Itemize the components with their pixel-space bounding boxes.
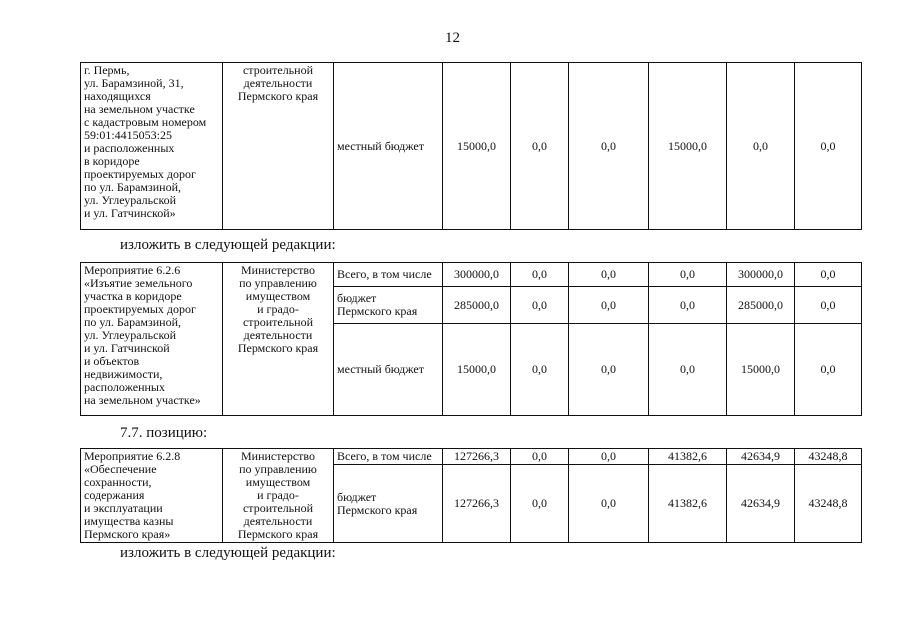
- executor-cell: [223, 63, 334, 230]
- value-cell: 15000,0: [649, 63, 727, 230]
- value-cell: 0,0: [511, 449, 569, 465]
- value-cell: 0,0: [795, 324, 862, 416]
- value-cell: 0,0: [569, 263, 649, 287]
- event-line: сохранности,: [84, 475, 152, 489]
- event-line: и эксплуатации: [84, 501, 163, 515]
- event-line: находящихся: [84, 89, 151, 103]
- funding-source-line: бюджет: [337, 489, 377, 504]
- event-line: Мероприятие 6.2.6: [84, 263, 181, 277]
- note-replace-1: изложить в следующей редакции:: [120, 237, 336, 253]
- value-cell: 15000,0: [727, 324, 795, 416]
- event-line: г. Пермь,: [84, 63, 130, 77]
- event-line: проектируемых дорог: [84, 167, 196, 181]
- executor-line: Пермского края: [237, 527, 319, 541]
- executor-line: имуществом: [245, 475, 311, 489]
- event-line: по ул. Барамзиной,: [84, 180, 182, 194]
- value-cell: 0,0: [727, 63, 795, 230]
- event-line: проектируемых дорог: [84, 302, 196, 316]
- value-cell: 43248,8: [795, 449, 862, 465]
- executor-line: по управлению: [239, 276, 317, 290]
- funding-source-cell: [334, 263, 443, 287]
- event-line: 59:01:4415053:25: [84, 128, 173, 142]
- executor-line: по управлению: [239, 462, 317, 476]
- event-line: «Изъятие земельного: [84, 276, 193, 290]
- event-line: содержания: [84, 488, 145, 502]
- value-cell: 41382,6: [649, 449, 727, 465]
- note-replace-2: изложить в следующей редакции:: [120, 545, 336, 561]
- event-line: имущества казны: [84, 514, 174, 528]
- value-cell: 0,0: [795, 63, 862, 230]
- table-event-628: [80, 448, 862, 543]
- funding-source-cell: [334, 324, 443, 416]
- event-line: на земельном участке»: [84, 393, 201, 407]
- funding-source-cell: местный бюджет: [334, 63, 443, 230]
- event-line: по ул. Барамзиной,: [84, 315, 182, 329]
- value-cell: 0,0: [511, 263, 569, 287]
- event-line: Мероприятие 6.2.8: [84, 449, 181, 463]
- funding-source-line: Всего, в том числе: [337, 449, 432, 463]
- value-cell: 42634,9: [727, 449, 795, 465]
- executor-line: Министерство: [241, 449, 315, 463]
- event-line: недвижимости,: [84, 367, 163, 381]
- value-cell: 0,0: [649, 324, 727, 416]
- event-line: ул. Углеуральской: [84, 328, 177, 342]
- table-previous-position-continuation: [80, 62, 862, 230]
- event-cell: [81, 449, 223, 543]
- event-line: участка в коридоре: [84, 289, 182, 303]
- executor-line: Пермского края: [237, 89, 319, 103]
- executor-line: строительной: [242, 315, 313, 329]
- value-cell: 300000,0: [443, 263, 511, 287]
- value-cell: 0,0: [569, 324, 649, 416]
- executor-line: Министерство: [241, 263, 315, 277]
- value-cell: 0,0: [569, 465, 649, 543]
- event-line: в коридоре: [84, 154, 140, 168]
- value-cell: 0,0: [569, 449, 649, 465]
- executor-line: деятельности: [243, 514, 313, 528]
- event-cell: [81, 263, 223, 416]
- value-cell: 43248,8: [795, 465, 862, 543]
- value-cell: 0,0: [795, 287, 862, 324]
- table-event-626: [80, 262, 862, 416]
- funding-source-cell: [334, 287, 443, 324]
- event-line: и ул. Гатчинской»: [84, 206, 176, 220]
- funding-source-line: бюджет: [337, 291, 377, 305]
- value-cell: 300000,0: [727, 263, 795, 287]
- executor-cell: [223, 263, 334, 416]
- note-section-77: 7.7. позицию:: [120, 425, 208, 441]
- value-cell: 127266,3: [443, 449, 511, 465]
- event-line: «Обеспечение: [84, 462, 157, 476]
- table-row: [81, 63, 862, 230]
- value-cell: 285000,0: [727, 287, 795, 324]
- funding-source-cell: [334, 449, 443, 465]
- executor-line: строительной: [242, 501, 313, 515]
- value-cell: 0,0: [649, 263, 727, 287]
- executor-line: деятельности: [243, 76, 313, 90]
- value-cell: 127266,3: [443, 465, 511, 543]
- executor-line: Пермского края: [237, 341, 319, 355]
- executor-line: имуществом: [245, 289, 311, 303]
- event-line: и ул. Гатчинской: [84, 341, 170, 355]
- page-number: 12: [445, 30, 460, 46]
- event-line: расположенных: [84, 380, 165, 394]
- event-line: и объектов: [84, 354, 140, 368]
- event-line: с кадастровым номером: [84, 115, 207, 129]
- table-row: [81, 263, 862, 287]
- value-cell: 0,0: [569, 287, 649, 324]
- value-cell: 0,0: [795, 263, 862, 287]
- funding-source-line: Пермского края: [337, 502, 418, 517]
- event-line: Пермского края»: [84, 527, 171, 541]
- event-line: на земельном участке: [84, 102, 195, 116]
- table-row: [81, 449, 862, 465]
- value-cell: 0,0: [511, 63, 569, 230]
- event-line: ул. Барамзиной, 31,: [84, 76, 184, 90]
- value-cell: 0,0: [511, 324, 569, 416]
- executor-line: и градо-: [257, 302, 299, 316]
- value-cell: 285000,0: [443, 287, 511, 324]
- value-cell: 41382,6: [649, 465, 727, 543]
- event-line: и расположенных: [84, 141, 175, 155]
- value-cell: 0,0: [569, 63, 649, 230]
- funding-source-line: местный бюджет: [337, 362, 424, 376]
- executor-cell: [223, 449, 334, 543]
- event-line: ул. Углеуральской: [84, 193, 177, 207]
- value-cell: 0,0: [649, 287, 727, 324]
- value-cell: 15000,0: [443, 324, 511, 416]
- funding-source-line: Пермского края: [337, 304, 418, 318]
- value-cell: 0,0: [511, 287, 569, 324]
- event-cell: [81, 63, 223, 230]
- executor-line: строительной: [242, 63, 313, 77]
- executor-line: и градо-: [257, 488, 299, 502]
- funding-source-line: Всего, в том числе: [337, 267, 432, 281]
- value-cell: 15000,0: [443, 63, 511, 230]
- value-cell: 0,0: [511, 465, 569, 543]
- funding-source-cell: [334, 465, 443, 543]
- executor-line: деятельности: [243, 328, 313, 342]
- value-cell: 42634,9: [727, 465, 795, 543]
